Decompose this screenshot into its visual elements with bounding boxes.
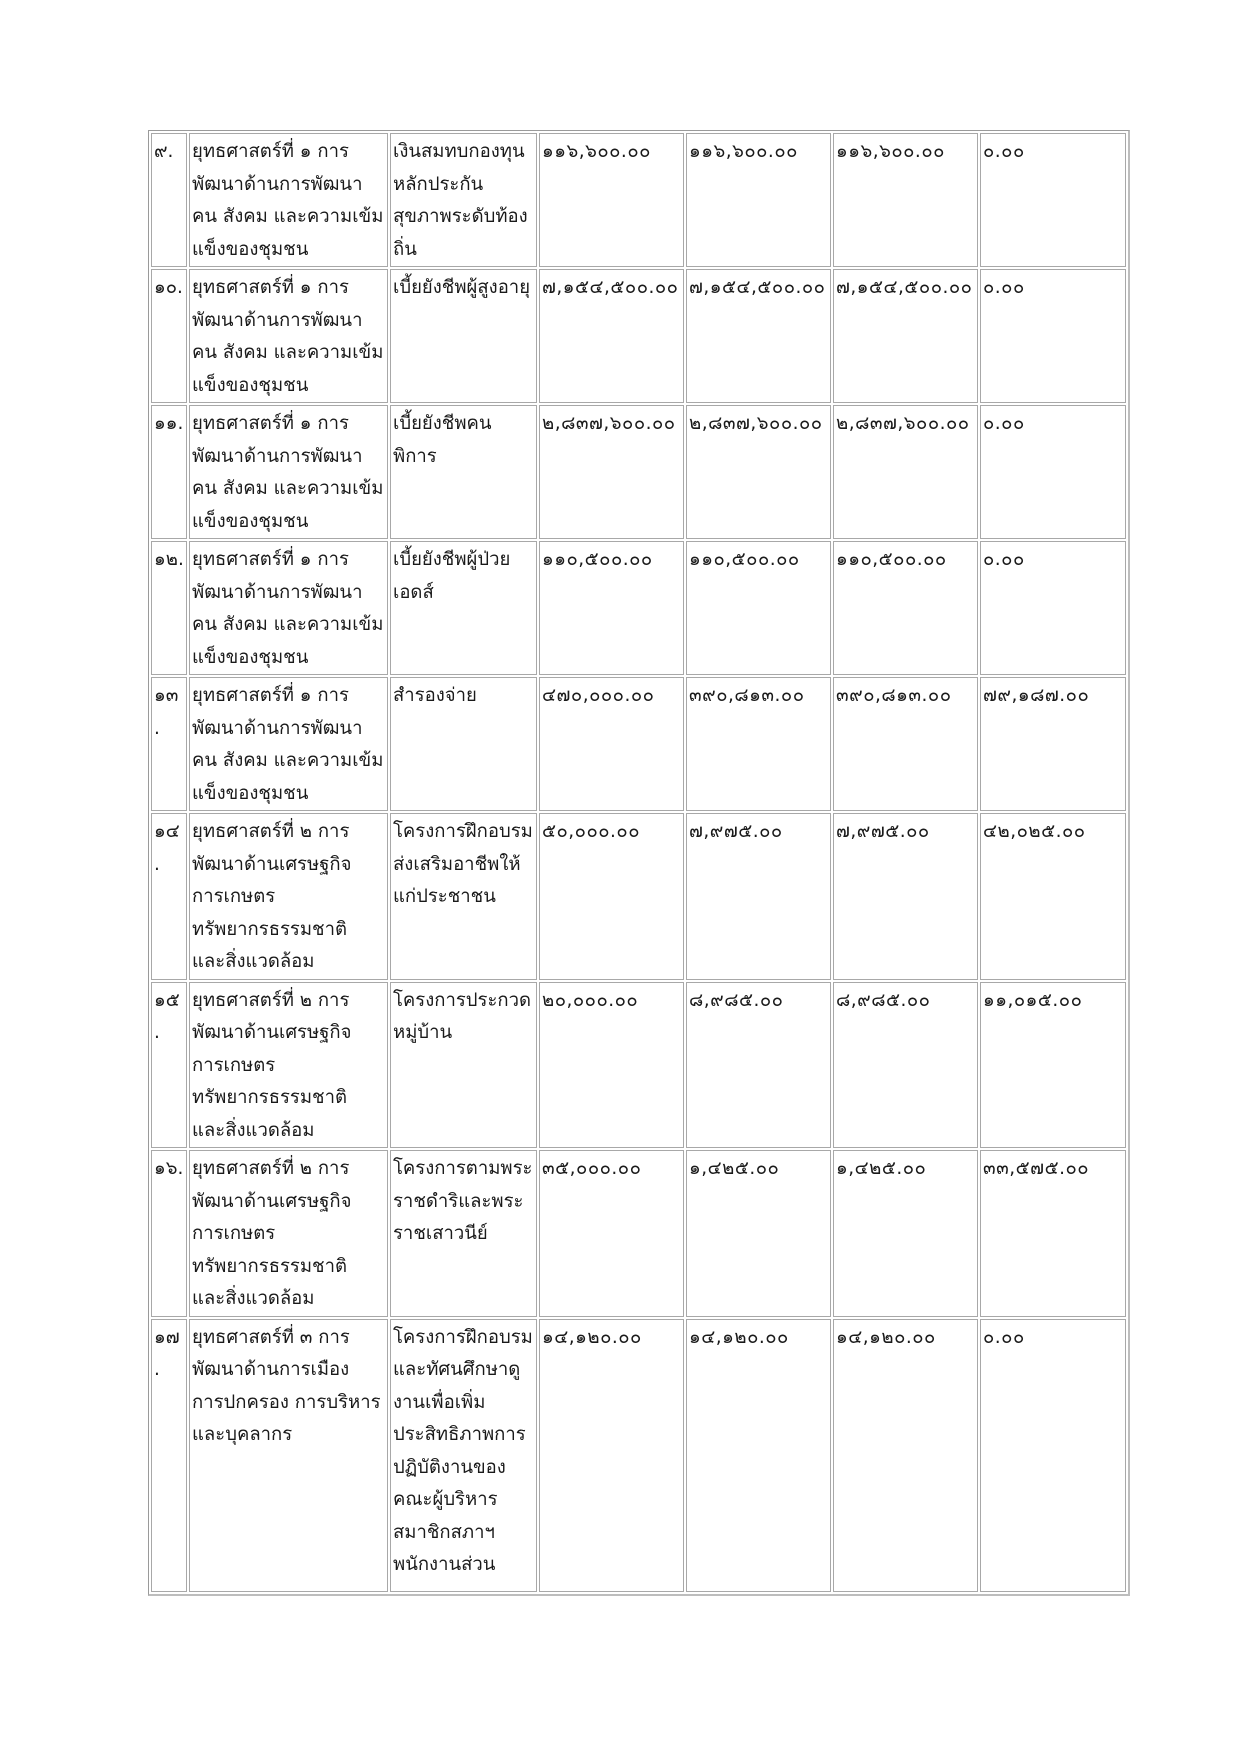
table-row [151, 982, 1126, 1149]
budget-cell: ๑๑๐,๕๐๐.๐๐ [539, 541, 684, 675]
strategy-cell: ยุทธศาสตร์ที่ ๑ การพัฒนาด้านการพัฒนาคน สังคม และความเข้มแข็งของชุมชน [189, 677, 388, 811]
spent-cell: ๑๔,๑๒๐.๐๐ [833, 1319, 978, 1592]
strategy-cell: ยุทธศาสตร์ที่ ๒ การพัฒนาด้านเศรษฐกิจ การเกษตร ทรัพยากรธรรมชาติ และสิ่งแวดล้อม [189, 813, 388, 980]
spent-cell: ๗,๙๗๕.๐๐ [833, 813, 978, 980]
table-row [151, 269, 1126, 403]
project-cell: เงินสมทบกองทุนหลักประกันสุขภาพระดับท้องถิ่น [390, 133, 537, 267]
project-cell: เบี้ยยังชีพผู้สูงอายุ [390, 269, 537, 403]
budget-cell: ๔๗๐,๐๐๐.๐๐ [539, 677, 684, 811]
strategy-cell: ยุทธศาสตร์ที่ ๑ การพัฒนาด้านการพัฒนาคน สังคม และความเข้มแข็งของชุมชน [189, 133, 388, 267]
spent-cell: ๓๙๐,๘๑๓.๐๐ [833, 677, 978, 811]
remaining-cell: ๗๙,๑๘๗.๐๐ [980, 677, 1126, 811]
row-number: ๑๕. [151, 982, 187, 1149]
strategy-cell: ยุทธศาสตร์ที่ ๑ การพัฒนาด้านการพัฒนาคน สังคม และความเข้มแข็งของชุมชน [189, 405, 388, 539]
approved-cell: ๑,๔๒๕.๐๐ [686, 1150, 831, 1317]
budget-cell: ๒,๘๓๗,๖๐๐.๐๐ [539, 405, 684, 539]
table-body [151, 133, 1126, 1592]
project-cell: โครงการฝึกอบรมและทัศนศึกษาดูงานเพื่อเพิ่มประสิทธิภาพการปฏิบัติงานของคณะผู้บริหาร สมาชิกสภาฯ พนักงานส่วน [390, 1319, 537, 1592]
row-number: ๑๓. [151, 677, 187, 811]
row-number: ๙. [151, 133, 187, 267]
table-row [151, 405, 1126, 539]
row-number: ๑๒. [151, 541, 187, 675]
strategy-cell: ยุทธศาสตร์ที่ ๑ การพัฒนาด้านการพัฒนาคน สังคม และความเข้มแข็งของชุมชน [189, 541, 388, 675]
spent-cell: ๑๑๐,๕๐๐.๐๐ [833, 541, 978, 675]
approved-cell: ๑๑๖,๖๐๐.๐๐ [686, 133, 831, 267]
remaining-cell: ๐.๐๐ [980, 405, 1126, 539]
row-number: ๑๐. [151, 269, 187, 403]
project-cell: เบี้ยยังชีพคนพิการ [390, 405, 537, 539]
approved-cell: ๒,๘๓๗,๖๐๐.๐๐ [686, 405, 831, 539]
budget-cell: ๕๐,๐๐๐.๐๐ [539, 813, 684, 980]
spent-cell: ๑๑๖,๖๐๐.๐๐ [833, 133, 978, 267]
project-cell: เบี้ยยังชีพผู้ป่วยเอดส์ [390, 541, 537, 675]
project-cell: โครงการประกวดหมู่บ้าน [390, 982, 537, 1149]
project-cell: โครงการฝึกอบรมส่งเสริมอาชีพให้แก่ประชาชน [390, 813, 537, 980]
remaining-cell: ๑๑,๐๑๕.๐๐ [980, 982, 1126, 1149]
approved-cell: ๘,๙๘๕.๐๐ [686, 982, 831, 1149]
table-row [151, 813, 1126, 980]
strategy-cell: ยุทธศาสตร์ที่ ๒ การพัฒนาด้านเศรษฐกิจ การเกษตร ทรัพยากรธรรมชาติ และสิ่งแวดล้อม [189, 1150, 388, 1317]
remaining-cell: ๐.๐๐ [980, 269, 1126, 403]
strategy-cell: ยุทธศาสตร์ที่ ๒ การพัฒนาด้านเศรษฐกิจ การเกษตร ทรัพยากรธรรมชาติ และสิ่งแวดล้อม [189, 982, 388, 1149]
table-row [151, 677, 1126, 811]
strategy-cell: ยุทธศาสตร์ที่ ๓ การพัฒนาด้านการเมือง การปกครอง การบริหาร และบุคลากร [189, 1319, 388, 1592]
table-row [151, 1150, 1126, 1317]
table-row [151, 541, 1126, 675]
remaining-cell: ๐.๐๐ [980, 1319, 1126, 1592]
table-row [151, 133, 1126, 267]
budget-cell: ๗,๑๕๔,๕๐๐.๐๐ [539, 269, 684, 403]
row-number: ๑๗. [151, 1319, 187, 1592]
project-cell: สำรองจ่าย [390, 677, 537, 811]
budget-table [148, 130, 1130, 1596]
budget-cell: ๑๑๖,๖๐๐.๐๐ [539, 133, 684, 267]
project-cell: โครงการตามพระราชดำริและพระราชเสาวนีย์ [390, 1150, 537, 1317]
remaining-cell: ๓๓,๕๗๕.๐๐ [980, 1150, 1126, 1317]
budget-cell: ๑๔,๑๒๐.๐๐ [539, 1319, 684, 1592]
spent-cell: ๒,๘๓๗,๖๐๐.๐๐ [833, 405, 978, 539]
table-row [151, 1319, 1126, 1592]
approved-cell: ๗,๙๗๕.๐๐ [686, 813, 831, 980]
spent-cell: ๘,๙๘๕.๐๐ [833, 982, 978, 1149]
row-number: ๑๖. [151, 1150, 187, 1317]
row-number: ๑๑. [151, 405, 187, 539]
approved-cell: ๗,๑๕๔,๕๐๐.๐๐ [686, 269, 831, 403]
approved-cell: ๓๙๐,๘๑๓.๐๐ [686, 677, 831, 811]
spent-cell: ๑,๔๒๕.๐๐ [833, 1150, 978, 1317]
budget-cell: ๓๕,๐๐๐.๐๐ [539, 1150, 684, 1317]
remaining-cell: ๐.๐๐ [980, 541, 1126, 675]
remaining-cell: ๔๒,๐๒๕.๐๐ [980, 813, 1126, 980]
budget-cell: ๒๐,๐๐๐.๐๐ [539, 982, 684, 1149]
strategy-cell: ยุทธศาสตร์ที่ ๑ การพัฒนาด้านการพัฒนาคน สังคม และความเข้มแข็งของชุมชน [189, 269, 388, 403]
approved-cell: ๑๔,๑๒๐.๐๐ [686, 1319, 831, 1592]
remaining-cell: ๐.๐๐ [980, 133, 1126, 267]
row-number: ๑๔. [151, 813, 187, 980]
spent-cell: ๗,๑๕๔,๕๐๐.๐๐ [833, 269, 978, 403]
approved-cell: ๑๑๐,๕๐๐.๐๐ [686, 541, 831, 675]
